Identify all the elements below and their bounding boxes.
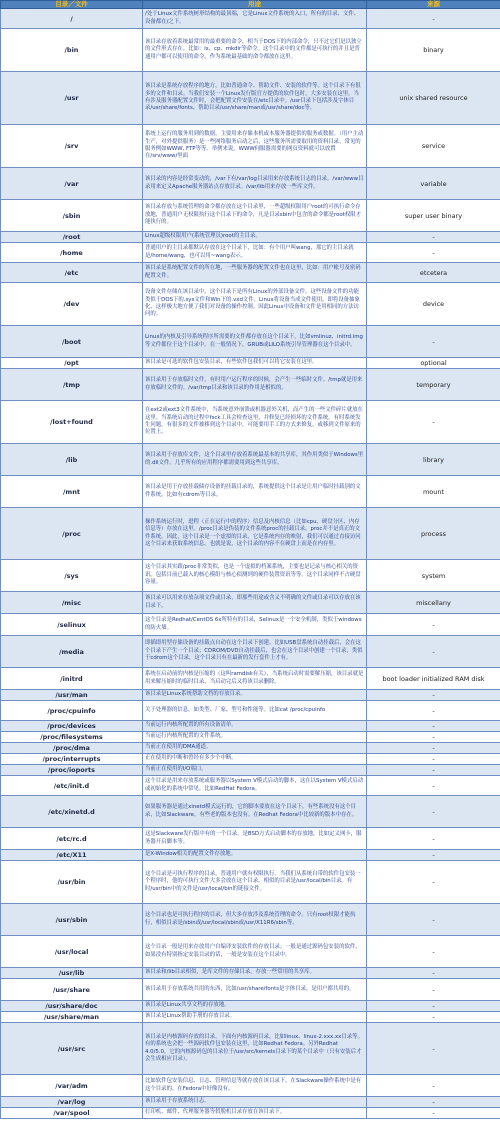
desc-cell: 打印机、邮件、代理服务器等假脱机目录存放在该目录下。 (143, 1108, 367, 1119)
source-cell: - (367, 1097, 500, 1108)
desc-cell: 当前运行内核所配置的所有设备清单。 (143, 721, 367, 732)
table-row (1, 979, 500, 1001)
table-row (1, 904, 500, 936)
dir-cell: /usr/share/doc (1, 1001, 143, 1012)
source-cell: optional (367, 358, 500, 369)
table-row (1, 401, 500, 444)
source-cell: - (367, 765, 500, 776)
dir-cell: /selinux (1, 614, 143, 636)
dir-cell: /usr/bin (1, 861, 143, 904)
dir-cell: /usr (1, 72, 143, 125)
dir-cell: /var/adm (1, 1075, 143, 1097)
desc-cell: 当前正在使用的I/O端口。 (143, 765, 367, 776)
source-cell: - (367, 701, 500, 721)
dir-cell: /root (1, 232, 143, 243)
source-cell: - (367, 796, 500, 828)
source-cell: - (367, 850, 500, 861)
table-row (1, 326, 500, 358)
table-row (1, 968, 500, 979)
table-row (1, 776, 500, 796)
desc-cell: Linux的内核及引导系统程序所需要的文件都存放在这个目录下，比如vmlinuz、initrd.img等文件都位于这个目录中。在一般情况下，GRUB或LILO系统引导管理器在这个目录中。 (143, 326, 367, 358)
desc-cell: 这个目录是用来存放系统或服务器以System V模式启动的脚本，这在以System V模式启动或初始化的系统中常见。比如RedHat Fedora。 (143, 776, 367, 796)
dir-cell: / (1, 9, 143, 29)
source-cell: - (367, 968, 500, 979)
table-row (1, 369, 500, 401)
desc-cell: 如果服务器是通过xinetd模式运行的，它的脚本要放在这个目录下。有些系统没有这个目录，比如Slackware，有些老的版本也没有。在Redhat Fedora中比较新的版本中存在。 (143, 796, 367, 828)
source-cell: process (367, 508, 500, 560)
source-cell: device (367, 283, 500, 326)
dir-cell: /lost+found (1, 401, 143, 444)
table-row (1, 850, 500, 861)
dir-cell: /usr/share/man (1, 1012, 143, 1023)
table-row (1, 232, 500, 243)
dir-cell: /var/log (1, 1097, 143, 1108)
source-cell: - (367, 1075, 500, 1097)
dir-cell: /proc/interrupts (1, 754, 143, 765)
table-header (1, 1, 500, 9)
dir-cell: /proc/devices (1, 721, 143, 732)
source-cell: - (367, 1012, 500, 1023)
dir-cell: /sys (1, 560, 143, 592)
desc-cell: 该目录用于存放临时文件，有时用户运行程序的时候，会产生一些临时文件。/tmp就是用来存放临时文件的。/var/tmp目录和该目录的作用是相似的。 (143, 369, 367, 401)
table-row (1, 1108, 500, 1119)
desc-cell: 当前正在使用的DMA通道。 (143, 743, 367, 754)
desc-cell: 该目录是Linux系统帮助文档的存放目录。 (143, 690, 367, 701)
desc-cell: Linux超级权限用户(系统管理员)root的主目录。 (143, 232, 367, 243)
source-cell: - (367, 243, 500, 263)
dir-cell: /usr/src (1, 1023, 143, 1075)
desc-cell: 该目录是内核源码存放的目录，下面有内核源码目录，比如linux、linux-2.xxx.xx目录等。有的系统也会把一些源码软件包安装在这里，比如Redhat Fedora。另外Redhat 4.0/5.0，它的内核源码包的目录位于/usr/src/kernels目录下的某个目录中（只有安装后才会生成相应目录）。 (143, 1023, 367, 1075)
table-row (1, 765, 500, 776)
desc-cell: 普通用户的主目录都默认存放在这个目录下，比如：有个用户叫wang，那它的主目录就是/home/wang，也可以用~wang表示。 (143, 243, 367, 263)
dir-cell: /opt (1, 358, 143, 369)
desc-cell: 该目录是系统存放程序的地方，比如普通命令、帮助文件、安装的软件等。这个目录下有很多的文件和目录。当我们安装一个Linux发行版官方提供的软件包时，大多安装在这里。当有涉及服务器配置文件时，会把配置文件安装在/etc目录中。/usr目录下包括涉及字体目录/usr/share/fonts、帮助目录/usr/share/man或/usr/share/doc等。 (143, 72, 367, 125)
desc-cell: 即插即用型存储设备的挂载点自动在这个目录下创建。比如USB盘系统自动挂载后，会在这个目录下产生一个目录；CDROM/DVD自动挂载后，也会在这个目录中创建一个目录，类似于cdrom这个目录，这个目录只有在最新的发行套件上才有。 (143, 636, 367, 668)
dir-cell: /usr/man (1, 690, 143, 701)
source-cell: - (367, 1001, 500, 1012)
desc-cell: 该目录存放着系统最常用的最重要的命令，相当于DOS下的内部命令，只不过它们是以独立的文件形式存在。比如：ls、cp、mkdir等命令。这个目录中的文件都是可执行的并且是普通用户都可以使用的命令。作为系统最基础的命令都放在这里。 (143, 29, 367, 72)
desc-cell: 该目录可以用来存放杂项文件或目录，即那些用途或含义不明确的文件或目录可以存放在该目录下。 (143, 592, 367, 614)
header-source: 来源 (367, 1, 500, 9)
source-cell: temporary (367, 369, 500, 401)
desc-cell: 这是Slackware发行版中有的一个目录，是BSD方式启动脚本的存放地，比如定义网卡，服务器开启脚本等。 (143, 828, 367, 850)
source-cell: - (367, 1108, 500, 1119)
desc-cell: 这个目录也是可执行程序的目录，但大多存放涉及系统管理的命令。只有root权限才能执行，相似目录是/sbin或/usr/local/sbin或/usr/X11R6/sbin等。 (143, 904, 367, 936)
source-cell: etcetera (367, 263, 500, 283)
desc-cell: 该目录和/lib目录相似，是库文件的存储目录。存放一些常用的共享库。 (143, 968, 367, 979)
table-row (1, 29, 500, 72)
desc-cell: 系统在启动前的内核是压缩的（这叫ramdisk有关），当系统启动时需要解压缩，该目录就是用来解压缩时的临时目录，当启动完后又将该目录删除。 (143, 668, 367, 690)
source-cell: - (367, 232, 500, 243)
table-row (1, 168, 500, 200)
source-cell: mount (367, 476, 500, 508)
source-cell: - (367, 614, 500, 636)
source-cell: variable (367, 168, 500, 200)
dir-cell: /proc/filesystems (1, 732, 143, 743)
table-row (1, 721, 500, 732)
desc-cell: 这个目录一般是用来存放用户自编译安装软件的存放目录；一般是通过源码包安装的软件，如果没有特别指定安装目录的话，一般是安装在这个目录中。 (143, 936, 367, 968)
desc-cell: 该目录是Linux帮助手册的存放目录。 (143, 1012, 367, 1023)
table-row (1, 508, 500, 560)
dir-cell: /etc (1, 263, 143, 283)
dir-cell: /boot (1, 326, 143, 358)
table-row (1, 732, 500, 743)
table-row (1, 243, 500, 263)
source-cell: binary (367, 29, 500, 72)
desc-cell: 是X-Window相关的配置文件存放地。 (143, 850, 367, 861)
dir-cell: /usr/lib (1, 968, 143, 979)
desc-cell: 在ext2或ext3文件系统中，当系统意外崩溃或机器意外关机，而产生的一些文件碎片就放在这里。当系统启动的过程中fsck工具会检查这里，并修复已经损坏的文件系统。有时系统发生问题，有很多的文件被移到这个目录中，可能要用手工的方式来修复，或移到文件原来的位置上。 (143, 401, 367, 444)
desc-cell: 该目录用于存放库文件，这个目录里存放着系统最基本的共享库，其作用类似于Windows里的.dll文件。几乎所有的应用程序都需要用到这些共享库。 (143, 444, 367, 476)
desc-cell: 该目录用于存放系统共用的东西，比如/usr/share/fonts是字体目录，是用户都共用的。 (143, 979, 367, 1001)
dir-cell: /misc (1, 592, 143, 614)
dir-cell: /var/spool (1, 1108, 143, 1119)
table-row (1, 614, 500, 636)
source-cell: - (367, 1023, 500, 1075)
table-row (1, 636, 500, 668)
dir-cell: /etc/rc.d (1, 828, 143, 850)
source-cell: - (367, 9, 500, 29)
source-cell: service (367, 125, 500, 168)
desc-cell: 这个目录其实跟/proc非常类似，也是一个虚拟的档案系统，主要也是记录与核心相关的资讯。包括目前已载入的核心模组与核心侦测到的硬件装置资讯等等。这个目录同样不占硬盘容量。 (143, 560, 367, 592)
desc-cell: 这个目录是可执行程序的目录，普通用户就有权限执行。当我们从系统自带的软件包安装一个程序时，他的可执行文件大多会放在这个目录。相似的目录是/usr/local/bin目录。有时/usr/bin中的文件是/usr/local/bin的链接文件。 (143, 861, 367, 904)
dir-cell: /sbin (1, 200, 143, 232)
desc-cell: 该目录是可选的软件包安装目录，有些软件包我们可以将它安装在这里。 (143, 358, 367, 369)
desc-cell: 当前运行内核所配置的文件系统。 (143, 732, 367, 743)
table-row (1, 125, 500, 168)
source-cell: unix shared resource (367, 72, 500, 125)
desc-cell: 该目录用于存放系统日志。 (143, 1097, 367, 1108)
dir-cell: /usr/sbin (1, 904, 143, 936)
source-cell: - (367, 326, 500, 358)
desc-cell: 设备文件存储在该目录中，这个目录下是所有Linux的外部设备文件，这些设备文件的功能类似于DOS下的.sys文件和Win下的.vxd文件。Linux将设备当成文件使用，即将设备抽象化，这样极大地方便了我们对设备的操作控制。因此Linux中设备和文件是用相同的方法访问的。 (143, 283, 367, 326)
dir-cell: /proc/cpuinfo (1, 701, 143, 721)
source-cell: library (367, 444, 500, 476)
table-row (1, 592, 500, 614)
dir-cell: /var (1, 168, 143, 200)
table-row (1, 754, 500, 765)
table-row (1, 9, 500, 29)
source-cell: - (367, 690, 500, 701)
table-row (1, 1097, 500, 1108)
table-row (1, 263, 500, 283)
table-row (1, 936, 500, 968)
source-cell: - (367, 743, 500, 754)
dir-cell: /dev (1, 283, 143, 326)
dir-cell: /proc/ioports (1, 765, 143, 776)
source-cell: - (367, 636, 500, 668)
table-row (1, 1023, 500, 1075)
source-cell: - (367, 754, 500, 765)
table-row (1, 444, 500, 476)
dir-cell: /bin (1, 29, 143, 72)
source-cell: - (367, 936, 500, 968)
desc-cell: 这个目录是Redhat/CentOS 6x所特有的目录，Selinux是一个安全机制，类似于windows的防火墙。 (143, 614, 367, 636)
table-row (1, 200, 500, 232)
desc-cell: 该目录的内容是经常变动的，/var下有/var/log目录用来存放系统日志的目录。/var/www目录用来定义Apache服务器站点存放目录。/var/lib用来存放一些库文件。 (143, 168, 367, 200)
source-cell: - (367, 828, 500, 850)
desc-cell: 操作系统运行时，进程（正在运行中的程序）信息及内核信息（比如cpu、硬盘分区、内存信息等）存放在这里。/proc目录是伪装的文件系统proc的挂载目录，proc并不是真正的文件系统。因此，这个目录是一个虚拟的目录，它是系统内存的映射，我们可以通过直接访问这个目录来获取系统信息。也就是说，这个目录的内容不在硬盘上而是在内存里。 (143, 508, 367, 560)
table-row (1, 1075, 500, 1097)
dir-cell: /lib (1, 444, 143, 476)
desc-cell: 该目录存放与系统管理的命令都存放在这个目录里，一些超级权限用户root的可执行命令存放地，普通用户无权限执行这个目录下的命令，凡是目录sbin中包含的命令都是root权限才能执行的。 (143, 200, 367, 232)
table-row (1, 358, 500, 369)
table-body (1, 9, 500, 1119)
dir-cell: /etc/xinetd.d (1, 796, 143, 828)
header-row (1, 1, 500, 9)
table-row (1, 828, 500, 850)
source-cell: boot loader initialized RAM disk (367, 668, 500, 690)
dir-cell: /media (1, 636, 143, 668)
header-dir: 目录／文件 (1, 1, 143, 9)
dir-cell: /usr/local (1, 936, 143, 968)
dir-cell: /proc (1, 508, 143, 560)
desc-cell: 比如软件包安装信息、日志、管理信息等就存放在该目录下，在Slackware操作系统中是有这个目录的。在Fedora中好像没有。 (143, 1075, 367, 1097)
table-row (1, 283, 500, 326)
source-cell: - (367, 776, 500, 796)
table-row (1, 796, 500, 828)
dir-cell: /usr/share (1, 979, 143, 1001)
source-cell: - (367, 979, 500, 1001)
source-cell: - (367, 904, 500, 936)
source-cell: - (367, 721, 500, 732)
source-cell: miscellany (367, 592, 500, 614)
header-usage: 用途 (143, 1, 367, 9)
dir-cell: /etc/init.d (1, 776, 143, 796)
table-row (1, 690, 500, 701)
desc-cell: /处于Linux文件系统树形结构的最顶端，它是Linux文件系统的入口，所有的目录、文件、设备都在/之下。 (143, 9, 367, 29)
dir-cell: /tmp (1, 369, 143, 401)
dir-cell: /etc/X11 (1, 850, 143, 861)
table-row (1, 668, 500, 690)
source-cell: - (367, 401, 500, 444)
desc-cell: 正在使用的中断和曾经有多少个中断。 (143, 754, 367, 765)
table-row (1, 476, 500, 508)
desc-cell: 该目录是系统配置文件的所在地，一些服务器的配置文件也在这里，比如：用户帐号及密码配置文件。 (143, 263, 367, 283)
table-row (1, 861, 500, 904)
source-cell: - (367, 732, 500, 743)
table-row (1, 560, 500, 592)
dir-cell: /initrd (1, 668, 143, 690)
table-row (1, 701, 500, 721)
table-row (1, 1012, 500, 1023)
dir-cell: /proc/dma (1, 743, 143, 754)
source-cell: - (367, 861, 500, 904)
desc-cell: 该目录是Linux共享文档的存放地。 (143, 1001, 367, 1012)
dir-cell: /srv (1, 125, 143, 168)
source-cell: super user binary (367, 200, 500, 232)
dir-cell: /mnt (1, 476, 143, 508)
table-row (1, 743, 500, 754)
desc-cell: 该目录是用于存放挂载储存设备的挂载目录的，系统提供这个目录是让用户临时挂载别的文件系统，比如有cdrom等目录。 (143, 476, 367, 508)
table-row (1, 72, 500, 125)
table-row (1, 1001, 500, 1012)
dir-cell: /home (1, 243, 143, 263)
desc-cell: 系统上运行的服务用到的数据，主要用来存储本机或本服务器提供的服务或数据。（用户主动生产，对外提供服务）是一些网络服务启动之后，这些服务所需要取用的资料目录。常见的服务例如WWW, FTP等等。举例来说，WWW伺服器需要的网页资料就可以放置在/srv/www/里面 (143, 125, 367, 168)
source-cell: system (367, 560, 500, 592)
desc-cell: 关于处理器的信息，如类型、厂家、型号和性能等。比如cat /proc/cpuinfo (143, 701, 367, 721)
